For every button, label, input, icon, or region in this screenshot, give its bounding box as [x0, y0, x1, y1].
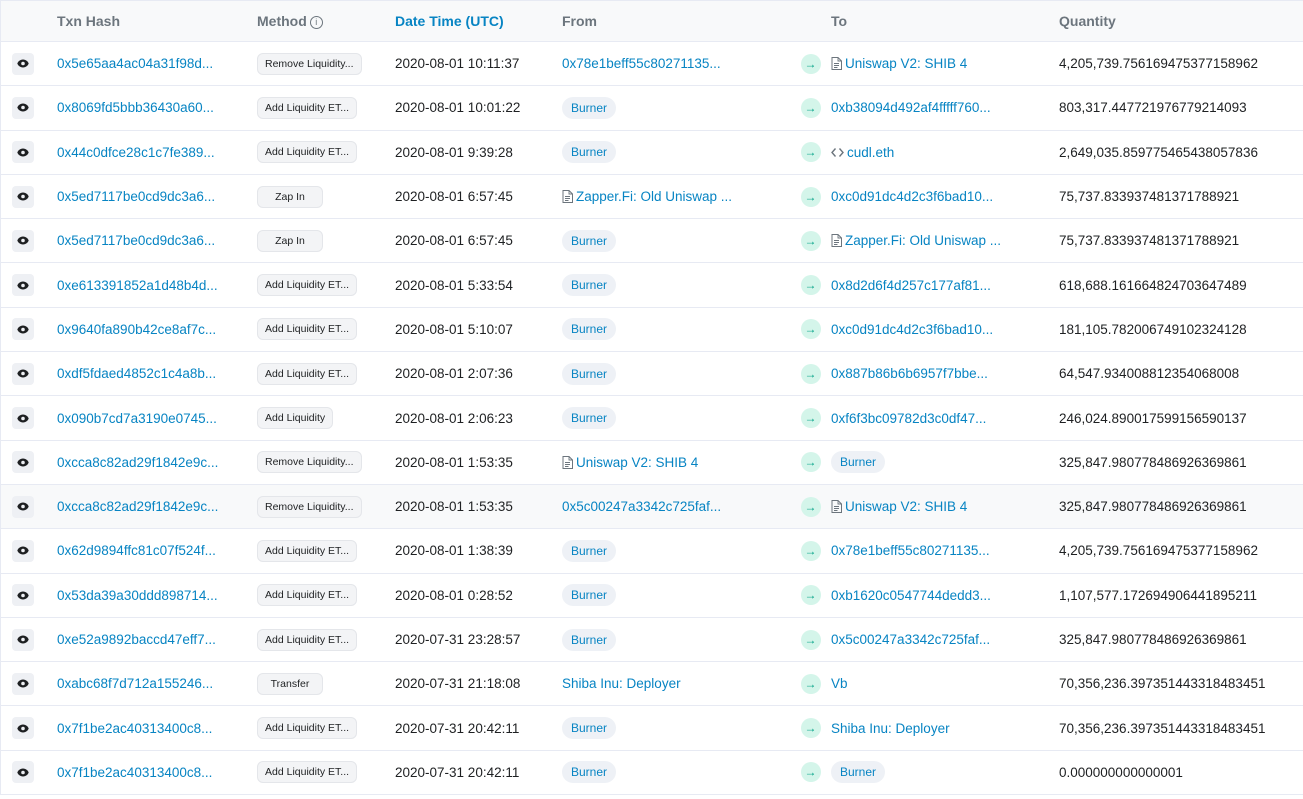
method-cell — [257, 97, 395, 119]
arrow-right-icon: → — [801, 541, 821, 561]
method-badge: Remove Liquidity... — [257, 451, 362, 473]
date-time: 2020-08-01 0:28:52 — [395, 587, 513, 603]
method-cell — [257, 761, 395, 783]
to-cell — [831, 100, 1059, 115]
to-address-link[interactable]: 0xc0d91dc4d2c3f6bad10... — [831, 189, 994, 205]
from-column — [562, 540, 790, 562]
eye-cell — [1, 717, 45, 739]
header-from: From — [562, 13, 597, 29]
date-time: 2020-08-01 1:38:39 — [395, 543, 513, 559]
method-badge: Add Liquidity ET... — [257, 629, 357, 651]
txn-hash-link[interactable]: 0x9640fa890b42ce8af7c... — [57, 321, 217, 337]
header-to: To — [831, 13, 848, 29]
table-row — [1, 308, 1303, 352]
txn-hash-link[interactable]: 0x7f1be2ac40313400c8... — [57, 720, 213, 736]
to-burner-badge[interactable]: Burner — [831, 451, 885, 473]
table-row — [1, 86, 1303, 130]
code-brackets-icon — [831, 147, 844, 158]
eye-icon[interactable] — [12, 230, 34, 252]
to-address-link[interactable]: 0xc0d91dc4d2c3f6bad10... — [831, 321, 994, 337]
txn-hash-link[interactable]: 0x5ed7117be0cd9dc3a6... — [57, 189, 216, 205]
table-body — [1, 42, 1303, 795]
info-icon[interactable]: i — [310, 16, 323, 29]
date-time: 2020-07-31 23:28:57 — [395, 632, 521, 647]
eye-icon[interactable] — [12, 540, 34, 562]
to-burner-badge[interactable]: Burner — [831, 761, 885, 783]
arrow-right-icon: → — [801, 718, 821, 738]
from-burner-badge[interactable]: Burner — [562, 363, 616, 385]
date-time: 2020-08-01 5:33:54 — [395, 277, 513, 293]
to-cell — [831, 56, 1059, 71]
to-address-link[interactable]: 0xb38094d492af4fffff760... — [831, 100, 991, 116]
quantity: 246,024.890017599156590137 — [1059, 410, 1247, 426]
from-burner-badge[interactable]: Burner — [562, 761, 616, 783]
eye-icon[interactable] — [12, 761, 34, 783]
txn-hash-link[interactable]: 0xcca8c82ad29f1842e9c... — [57, 499, 219, 515]
quantity: 75,737.833937481371788921 — [1059, 189, 1240, 205]
date-time: 2020-07-31 20:42:11 — [395, 720, 520, 736]
date-time: 2020-08-01 9:39:28 — [395, 144, 513, 160]
quantity: 618,688.161664824703647489 — [1059, 277, 1247, 293]
method-cell — [257, 717, 395, 739]
to-cell — [831, 278, 1059, 293]
eye-cell — [1, 230, 45, 252]
txn-hash-link[interactable]: 0xcca8c82ad29f1842e9c... — [57, 454, 219, 470]
date-time: 2020-08-01 6:57:45 — [395, 189, 513, 205]
to-column — [831, 233, 1059, 248]
from-cell — [562, 318, 790, 340]
quantity: 2,649,035.859775465438057836 — [1059, 144, 1258, 160]
to-address-link[interactable]: 0x5c00247a3342c725faf... — [831, 632, 991, 647]
table-row — [1, 662, 1303, 706]
contract-document-icon — [831, 500, 842, 513]
txn-hash-link[interactable]: 0x8069fd5bbb36430a60... — [57, 100, 214, 116]
to-cell — [831, 233, 1059, 248]
arrow-cell — [790, 98, 831, 118]
quantity: 4,205,739.756169475377158962 — [1059, 543, 1258, 559]
quantity: 181,105.782006749102324128 — [1059, 321, 1247, 337]
table-row — [1, 42, 1303, 86]
to-column — [831, 100, 1059, 115]
contract-document-icon — [831, 57, 842, 70]
arrow-cell — [790, 275, 831, 295]
txn-hash-link[interactable]: 0x5e65aa4ac04a31f98d... — [57, 56, 214, 72]
table-row — [1, 441, 1303, 485]
method-badge: Add Liquidity ET... — [257, 761, 357, 783]
date-time: 2020-08-01 6:57:45 — [395, 233, 513, 249]
date-time: 2020-08-01 1:53:35 — [395, 454, 513, 470]
arrow-cell — [790, 408, 831, 428]
to-cell — [831, 632, 1059, 647]
quantity: 70,356,236.397351443318483451 — [1059, 720, 1266, 736]
date-time: 2020-08-01 2:06:23 — [395, 410, 513, 426]
contract-document-icon — [562, 190, 573, 203]
arrow-right-icon: → — [801, 762, 821, 782]
to-cell — [831, 189, 1059, 204]
to-column — [831, 588, 1059, 603]
method-badge: Add Liquidity ET... — [257, 717, 357, 739]
quantity: 4,205,739.756169475377158962 — [1059, 56, 1258, 72]
eye-icon[interactable] — [12, 407, 34, 429]
from-cell — [562, 189, 790, 204]
method-cell — [257, 673, 395, 695]
arrow-cell — [790, 452, 831, 472]
txn-hash-link[interactable]: 0xdf5fdaed4852c1c4a8b... — [57, 366, 217, 382]
contract-document-icon — [562, 456, 573, 469]
to-address-link[interactable]: 0x887b86b6b6957f7bbe... — [831, 366, 988, 382]
eye-cell — [1, 629, 45, 651]
table-row — [1, 352, 1303, 396]
eye-cell — [1, 363, 45, 385]
from-cell — [562, 363, 790, 385]
txn-hash-link[interactable]: 0x53da39a30ddd898714... — [57, 587, 218, 603]
from-address-link[interactable]: Shiba Inu: Deployer — [562, 676, 681, 692]
arrow-cell — [790, 585, 831, 605]
method-cell — [257, 407, 395, 429]
arrow-cell — [790, 674, 831, 694]
table-row — [1, 751, 1303, 795]
arrow-right-icon: → — [801, 452, 821, 472]
quantity: 325,847.980778486926369861 — [1059, 454, 1247, 470]
to-address-link[interactable]: cudl.eth — [847, 144, 895, 160]
arrow-right-icon: → — [801, 54, 821, 74]
method-badge: Add Liquidity ET... — [257, 540, 357, 562]
contract-document-icon — [831, 234, 842, 247]
from-cell — [562, 97, 790, 119]
to-column — [831, 499, 1059, 514]
from-cell — [562, 761, 790, 783]
to-column — [831, 761, 1059, 783]
method-cell — [257, 230, 395, 252]
eye-cell — [1, 761, 45, 783]
eye-cell — [1, 496, 45, 518]
method-badge: Add Liquidity ET... — [257, 584, 357, 606]
from-burner-badge[interactable]: Burner — [562, 717, 616, 739]
from-column — [562, 141, 790, 163]
to-cell — [831, 499, 1059, 514]
from-address-link[interactable]: 0x5c00247a3342c725faf... — [562, 499, 722, 515]
to-column — [831, 632, 1059, 647]
from-burner-badge[interactable]: Burner — [562, 318, 616, 340]
to-cell — [831, 676, 1059, 691]
from-cell — [562, 584, 790, 606]
to-column — [831, 278, 1059, 293]
eye-icon[interactable] — [12, 496, 34, 518]
table-row — [1, 529, 1303, 573]
from-burner-badge[interactable]: Burner — [562, 141, 616, 163]
date-time: 2020-08-01 10:01:22 — [395, 100, 521, 116]
method-badge: Add Liquidity ET... — [257, 318, 357, 340]
from-burner-badge[interactable]: Burner — [562, 407, 616, 429]
arrow-cell — [790, 319, 831, 339]
from-column — [562, 230, 790, 252]
quantity: 0.000000000000001 — [1059, 764, 1183, 780]
to-cell — [831, 721, 1059, 736]
arrow-right-icon: → — [801, 319, 821, 339]
txn-hash-link[interactable]: 0x44c0dfce28c1c7fe389... — [57, 144, 215, 160]
quantity: 75,737.833937481371788921 — [1059, 233, 1240, 249]
from-column — [562, 56, 790, 71]
eye-cell — [1, 584, 45, 606]
date-time: 2020-08-01 1:53:35 — [395, 499, 513, 515]
header-txn-hash: Txn Hash — [57, 13, 121, 29]
method-cell — [257, 318, 395, 340]
from-column — [562, 189, 790, 204]
eye-cell — [1, 53, 45, 75]
from-burner-badge[interactable]: Burner — [562, 97, 616, 119]
method-cell — [257, 363, 395, 385]
table-row — [1, 396, 1303, 440]
method-badge: Remove Liquidity... — [257, 496, 362, 518]
arrow-cell — [790, 231, 831, 251]
arrow-right-icon: → — [801, 231, 821, 251]
date-time: 2020-08-01 10:11:37 — [395, 56, 520, 72]
eye-icon[interactable] — [12, 318, 34, 340]
to-cell — [831, 322, 1059, 337]
from-column — [562, 363, 790, 385]
arrow-right-icon: → — [801, 142, 821, 162]
eye-icon[interactable] — [12, 451, 34, 473]
eye-cell — [1, 186, 45, 208]
to-cell — [831, 761, 1059, 783]
to-column — [831, 56, 1059, 71]
to-address-link[interactable]: Vb — [831, 676, 848, 692]
from-address-link[interactable]: 0x78e1beff55c80271135... — [562, 56, 721, 72]
table-row — [1, 485, 1303, 529]
method-badge: Add Liquidity ET... — [257, 274, 357, 296]
eye-cell — [1, 540, 45, 562]
to-column — [831, 451, 1059, 473]
to-column — [831, 411, 1059, 426]
method-badge: Zap In — [257, 186, 323, 208]
method-badge: Remove Liquidity... — [257, 53, 362, 75]
from-cell — [562, 141, 790, 163]
eye-icon[interactable] — [12, 97, 34, 119]
quantity: 325,847.980778486926369861 — [1059, 499, 1247, 515]
to-cell — [831, 145, 1059, 160]
quantity: 325,847.980778486926369861 — [1059, 632, 1247, 647]
to-column — [831, 366, 1059, 381]
from-address-link[interactable]: Zapper.Fi: Old Uniswap ... — [576, 189, 733, 205]
to-address-link[interactable]: 0xf6f3bc09782d3c0df47... — [831, 410, 987, 426]
method-cell — [257, 584, 395, 606]
eye-cell — [1, 673, 45, 695]
from-address-link[interactable]: Uniswap V2: SHIB 4 — [576, 454, 699, 470]
from-cell — [562, 629, 790, 651]
from-column — [562, 407, 790, 429]
from-burner-badge[interactable]: Burner — [562, 540, 616, 562]
to-column — [831, 145, 1059, 160]
to-cell — [831, 543, 1059, 558]
from-column — [562, 761, 790, 783]
arrow-cell — [790, 142, 831, 162]
date-time: 2020-07-31 21:18:08 — [395, 676, 521, 692]
from-column — [562, 629, 790, 651]
method-badge: Transfer — [257, 673, 323, 695]
txn-hash-link[interactable]: 0xe52a9892baccd47eff7... — [57, 632, 216, 647]
from-cell — [562, 540, 790, 562]
eye-icon[interactable] — [12, 274, 34, 296]
from-cell — [562, 717, 790, 739]
arrow-right-icon: → — [801, 275, 821, 295]
method-cell — [257, 629, 395, 651]
from-cell — [562, 499, 790, 514]
from-cell — [562, 455, 790, 470]
to-cell — [831, 588, 1059, 603]
eye-cell — [1, 407, 45, 429]
from-column — [562, 717, 790, 739]
method-cell — [257, 274, 395, 296]
to-cell — [831, 411, 1059, 426]
arrow-right-icon: → — [801, 674, 821, 694]
method-badge: Zap In — [257, 230, 323, 252]
eye-icon[interactable] — [12, 629, 34, 651]
to-address-link[interactable]: Uniswap V2: SHIB 4 — [845, 56, 968, 72]
to-cell — [831, 366, 1059, 381]
arrow-right-icon: → — [801, 630, 821, 650]
eye-icon[interactable] — [12, 717, 34, 739]
txn-hash-link[interactable]: 0xabc68f7d712a155246... — [57, 676, 214, 692]
txn-hash-link[interactable]: 0x5ed7117be0cd9dc3a6... — [57, 233, 216, 249]
table-row — [1, 131, 1303, 175]
from-burner-badge[interactable]: Burner — [562, 629, 616, 651]
from-cell — [562, 274, 790, 296]
eye-cell — [1, 141, 45, 163]
table-row — [1, 618, 1303, 662]
to-cell — [831, 451, 1059, 473]
arrow-right-icon: → — [801, 585, 821, 605]
table-row — [1, 574, 1303, 618]
eye-icon[interactable] — [12, 186, 34, 208]
txn-hash-link[interactable]: 0x62d9894ffc81c07f524f... — [57, 543, 216, 559]
from-column — [562, 274, 790, 296]
from-column — [562, 97, 790, 119]
txn-hash-link[interactable]: 0x090b7cd7a3190e0745... — [57, 410, 217, 426]
eye-icon[interactable] — [12, 141, 34, 163]
from-column — [562, 676, 790, 691]
arrow-right-icon: → — [801, 187, 821, 207]
to-column — [831, 721, 1059, 736]
from-cell — [562, 56, 790, 71]
table-row — [1, 263, 1303, 307]
arrow-right-icon: → — [801, 408, 821, 428]
eye-cell — [1, 318, 45, 340]
method-cell — [257, 53, 395, 75]
from-cell — [562, 407, 790, 429]
to-column — [831, 676, 1059, 691]
method-cell — [257, 141, 395, 163]
arrow-cell — [790, 497, 831, 517]
from-burner-badge[interactable]: Burner — [562, 584, 616, 606]
method-cell — [257, 186, 395, 208]
txn-hash-link[interactable]: 0xe613391852a1d48b4d... — [57, 277, 218, 293]
to-address-link[interactable]: Shiba Inu: Deployer — [831, 720, 950, 736]
table-row — [1, 219, 1303, 263]
eye-cell — [1, 97, 45, 119]
arrow-cell — [790, 762, 831, 782]
from-cell — [562, 230, 790, 252]
arrow-right-icon: → — [801, 497, 821, 517]
method-cell — [257, 496, 395, 518]
arrow-cell — [790, 187, 831, 207]
method-badge: Add Liquidity ET... — [257, 363, 357, 385]
quantity: 64,547.934008812354068008 — [1059, 366, 1240, 382]
from-burner-badge[interactable]: Burner — [562, 230, 616, 252]
arrow-right-icon: → — [801, 98, 821, 118]
eye-icon[interactable] — [12, 363, 34, 385]
to-address-link[interactable]: 0xb1620c0547744dedd3... — [831, 587, 991, 603]
to-column — [831, 322, 1059, 337]
eye-icon[interactable] — [12, 584, 34, 606]
table-header — [1, 0, 1303, 42]
from-column — [562, 318, 790, 340]
to-address-link[interactable]: 0x78e1beff55c80271135... — [831, 543, 990, 559]
arrow-cell — [790, 541, 831, 561]
method-badge: Add Liquidity — [257, 407, 333, 429]
arrow-cell — [790, 364, 831, 384]
header-method-label: Method — [257, 13, 307, 29]
quantity: 803,317.447721976779214093 — [1059, 100, 1247, 116]
header-date-time[interactable]: Date Time (UTC) — [395, 13, 504, 29]
method-cell — [257, 540, 395, 562]
eye-cell — [1, 451, 45, 473]
eye-cell — [1, 274, 45, 296]
arrow-cell — [790, 718, 831, 738]
from-column — [562, 455, 790, 470]
method-badge: Add Liquidity ET... — [257, 141, 357, 163]
to-column — [831, 543, 1059, 558]
arrow-cell — [790, 54, 831, 74]
method-cell — [257, 451, 395, 473]
from-column — [562, 584, 790, 606]
from-column — [562, 499, 790, 514]
to-address-link[interactable]: Uniswap V2: SHIB 4 — [845, 499, 968, 515]
table-row — [1, 706, 1303, 750]
from-cell — [562, 676, 790, 691]
to-address-link[interactable]: 0x8d2d6f4d257c177af81... — [831, 277, 991, 293]
from-burner-badge[interactable]: Burner — [562, 274, 616, 296]
eye-icon[interactable] — [12, 53, 34, 75]
txn-hash-link[interactable]: 0x7f1be2ac40313400c8... — [57, 764, 213, 780]
date-time: 2020-08-01 5:10:07 — [395, 321, 513, 337]
header-method — [257, 13, 395, 29]
eye-icon[interactable] — [12, 673, 34, 695]
date-time: 2020-08-01 2:07:36 — [395, 366, 513, 382]
arrow-right-icon: → — [801, 364, 821, 384]
method-badge: Add Liquidity ET... — [257, 97, 357, 119]
quantity: 70,356,236.397351443318483451 — [1059, 676, 1266, 692]
header-quantity: Quantity — [1059, 13, 1116, 29]
to-address-link[interactable]: Zapper.Fi: Old Uniswap ... — [845, 233, 1002, 249]
date-time: 2020-07-31 20:42:11 — [395, 764, 520, 780]
table-row — [1, 175, 1303, 219]
arrow-cell — [790, 630, 831, 650]
quantity: 1,107,577.172694906441895211 — [1059, 587, 1257, 603]
to-column — [831, 189, 1059, 204]
